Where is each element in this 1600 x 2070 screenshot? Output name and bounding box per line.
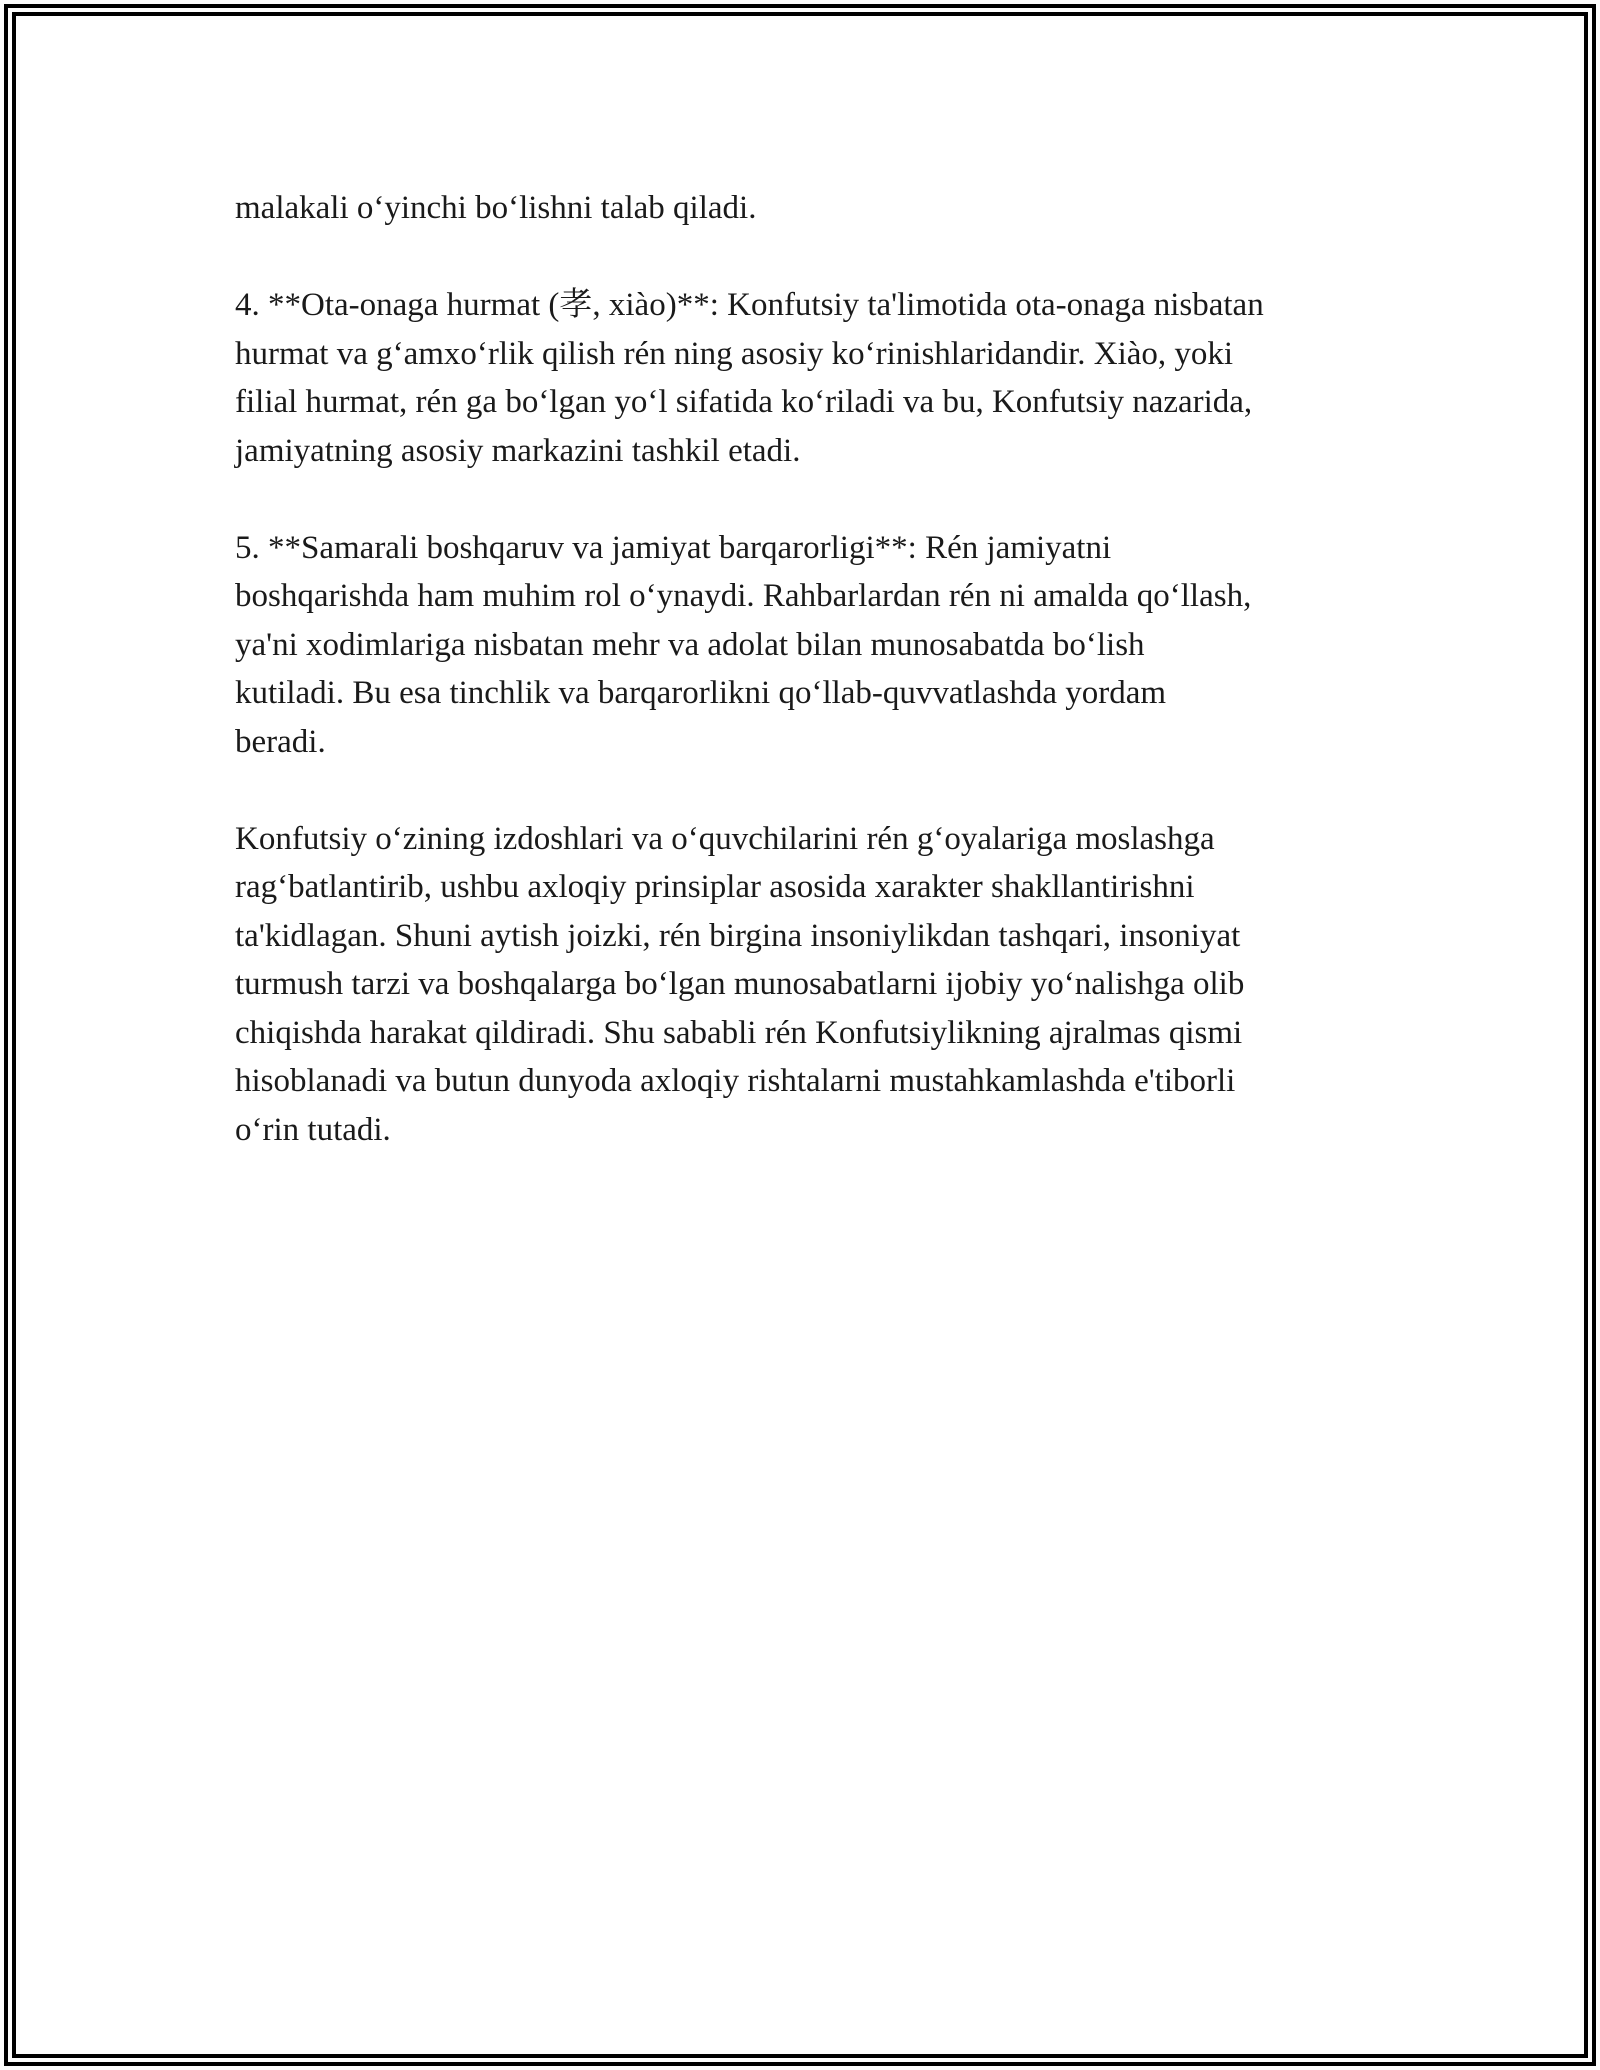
text-line: turmush tarzi va boshqalarga bo‘lgan munosabatlarni ijobiy yo‘nalishga olib: [235, 966, 1245, 1002]
text-line: o‘rin tutadi.: [235, 1111, 391, 1148]
paragraph-item-5: [235, 524, 1385, 767]
text-line: chiqishda harakat qildiradi. Shu sababli rén Konfutsiylikning ajralmas qismi: [235, 1014, 1243, 1051]
paragraph-continuation: [235, 184, 1385, 233]
text-line: jamiyatning asosiy markazini tashkil etadi.: [235, 432, 801, 469]
text-line: malakali o‘yinchi bo‘lishni talab qiladi.: [235, 190, 757, 226]
text-line: boshqarishda ham muhim rol o‘ynaydi. Rahbarlardan rén ni amalda qo‘llash,: [235, 578, 1252, 614]
text-line: 4. **Ota-onaga hurmat (孝, xiào)**: Konfutsiy ta'limotida ota-onaga nisbatan: [235, 287, 1264, 323]
text-line: rag‘batlantirib, ushbu axloqiy prinsiplar asosida xarakter shakllantirishni: [235, 869, 1195, 905]
text-line: ya'ni xodimlariga nisbatan mehr va adolat bilan munosabatda bo‘lish: [235, 626, 1145, 663]
text-line: hisoblanadi va butun dunyoda axloqiy rishtalarni mustahkamlashda e'tiborli: [235, 1063, 1236, 1099]
text-line: ta'kidlagan. Shuni aytish joizki, rén birgina insoniylikdan tashqari, insoniyat: [235, 917, 1241, 954]
paragraph-item-4: [235, 281, 1385, 475]
text-line: kutiladi. Bu esa tinchlik va barqarorlikni qo‘llab-quvvatlashda yordam: [235, 675, 1167, 711]
document-body: [235, 184, 1385, 1203]
text-line: beradi.: [235, 723, 326, 760]
paragraph-conclusion: [235, 815, 1385, 1155]
text-line: Konfutsiy o‘zining izdoshlari va o‘quvchilarini rén g‘oyalariga moslashga: [235, 820, 1215, 857]
text-line: hurmat va g‘amxo‘rlik qilish rén ning asosiy ko‘rinishlaridandir. Xiào, yoki: [235, 335, 1234, 372]
text-line: 5. **Samarali boshqaruv va jamiyat barqarorligi**: Rén jamiyatni: [235, 529, 1112, 566]
text-line: filial hurmat, rén ga bo‘lgan yo‘l sifatida ko‘riladi va bu, Konfutsiy nazarida,: [235, 384, 1253, 420]
